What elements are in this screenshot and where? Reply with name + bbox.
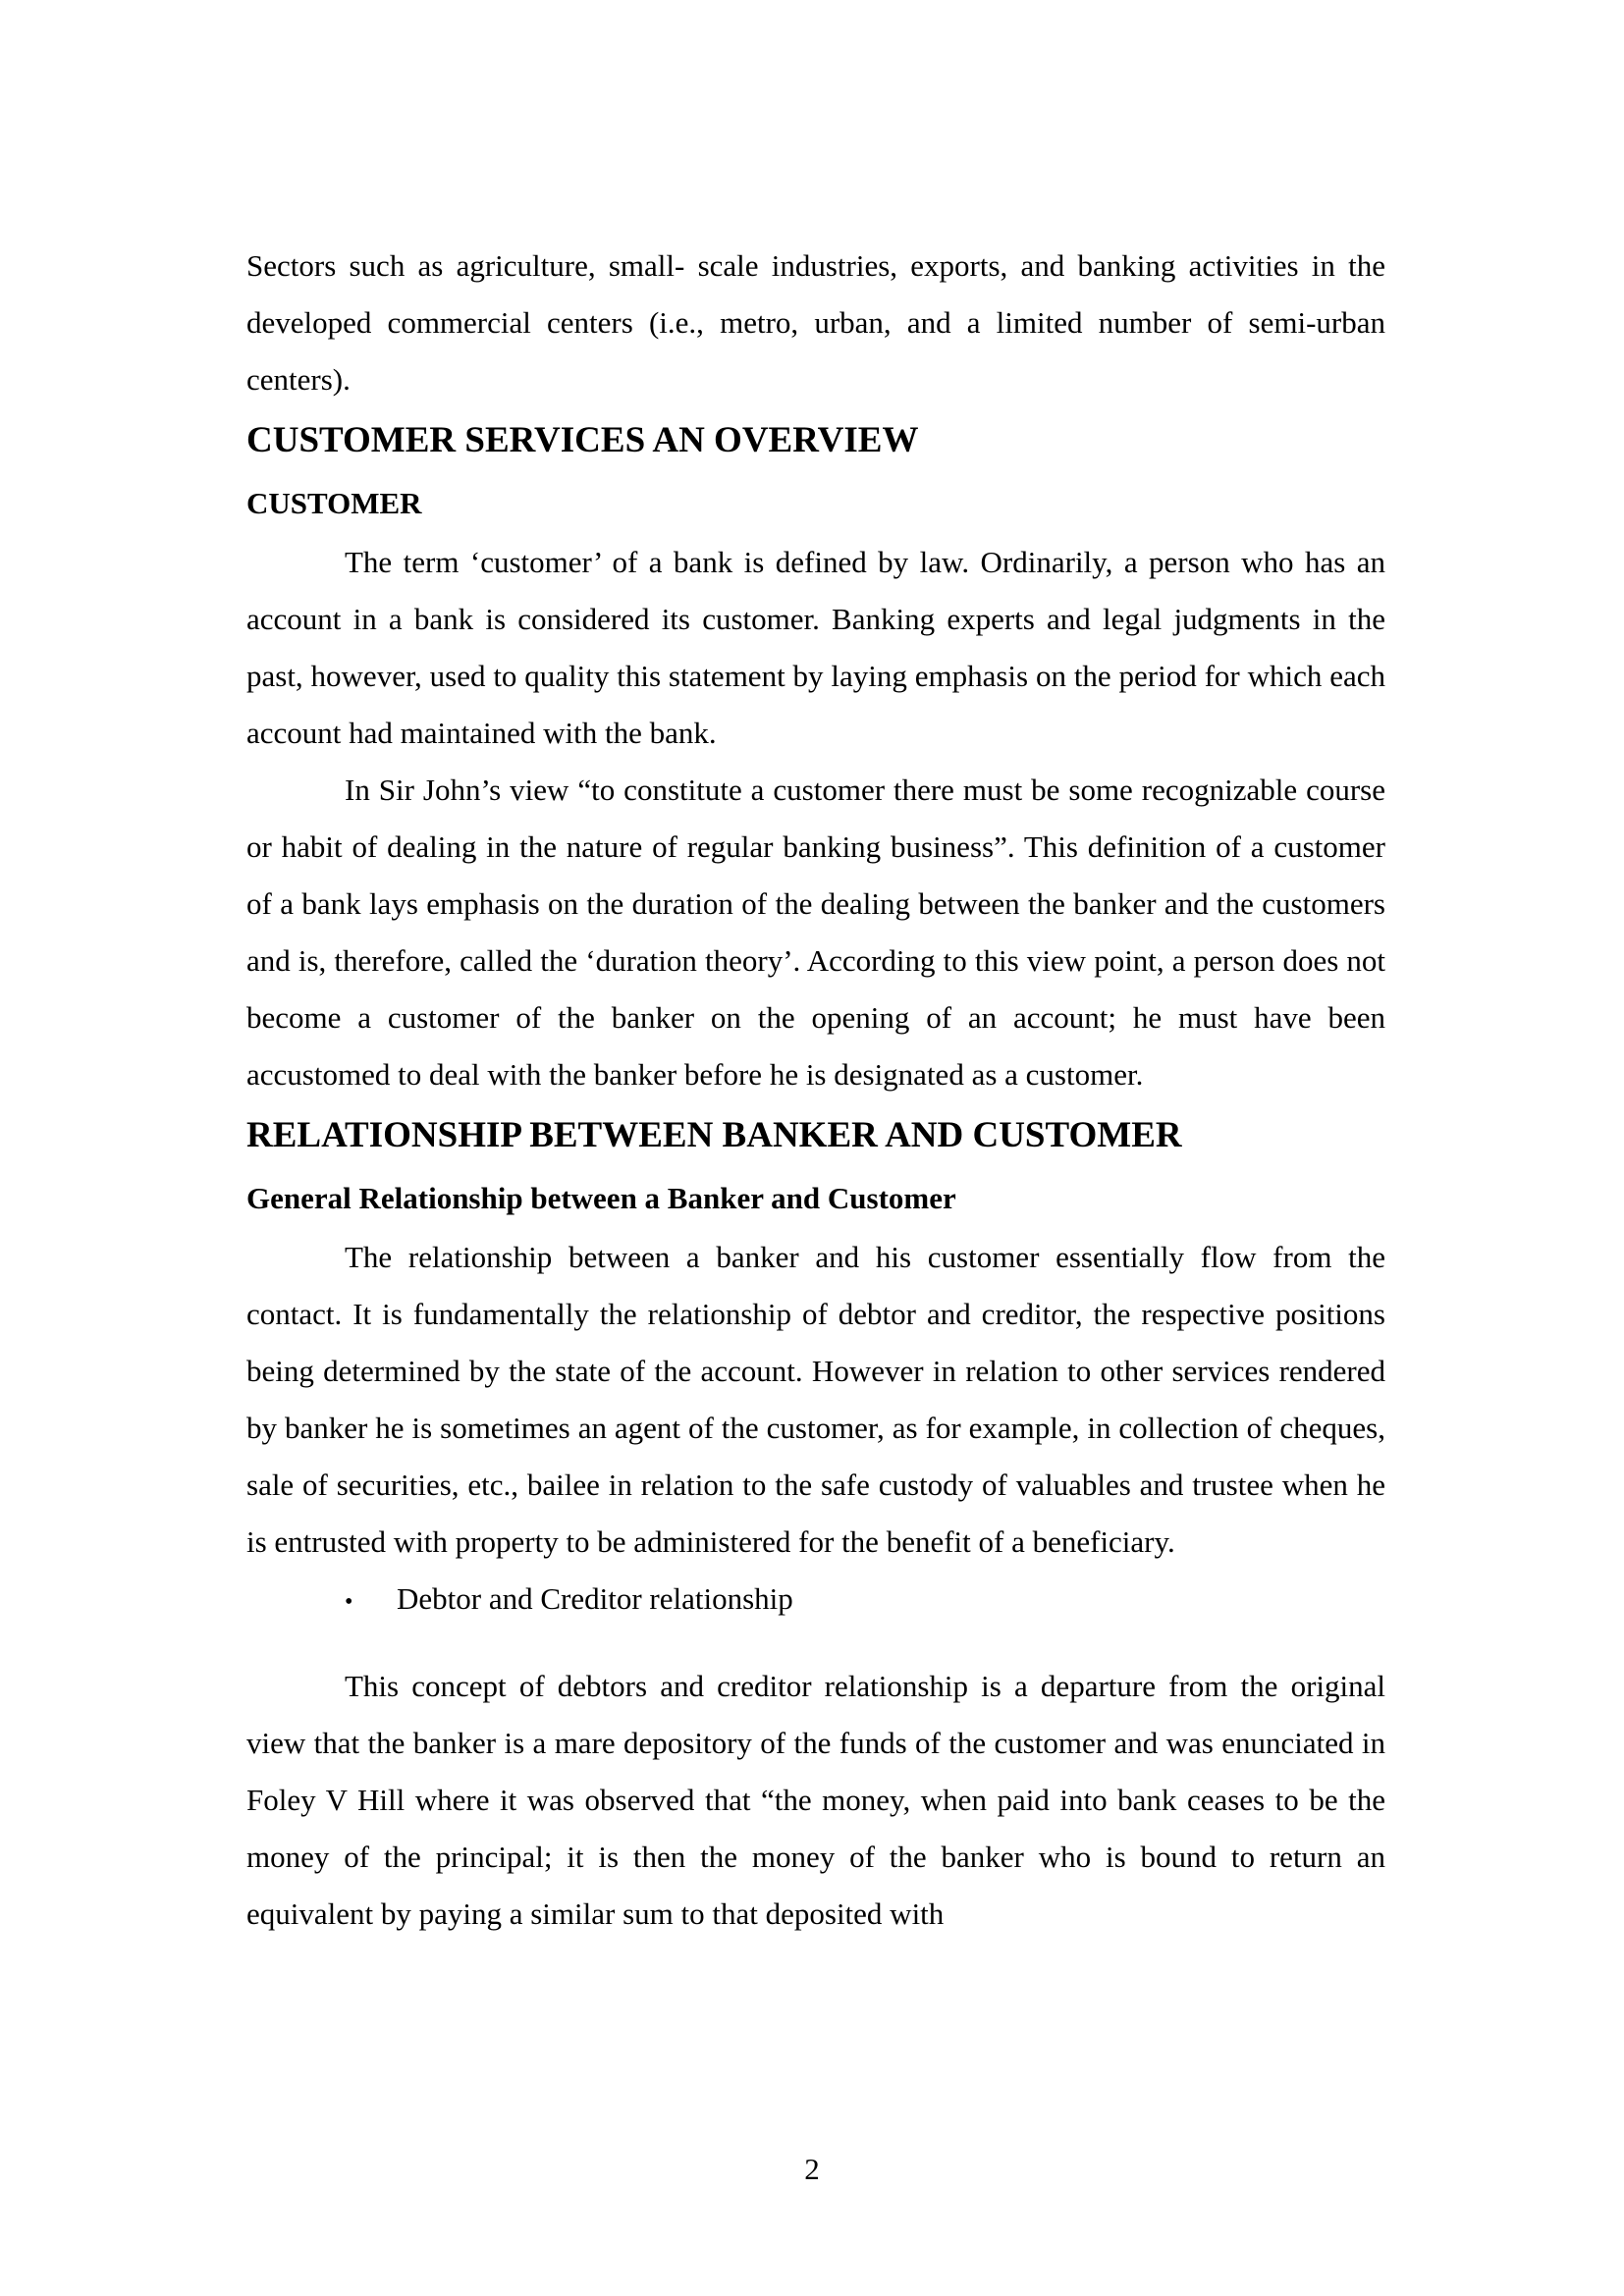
page-number: 2 <box>804 2152 820 2186</box>
heading-relationship-banker-customer: RELATIONSHIP BETWEEN BANKER AND CUSTOMER <box>246 1115 1182 1155</box>
bullet-icon: • <box>345 1589 353 1615</box>
heading-customer-services-overview: CUSTOMER SERVICES AN OVERVIEW <box>246 420 919 460</box>
subheading-customer: CUSTOMER <box>246 486 422 520</box>
subheading-general-relationship: General Relationship between a Banker and Customer <box>246 1181 956 1215</box>
relationship-paragraph: The relationship between a banker and his customer essentially flow from the contact. It is fundamentally the relationship of debtor and creditor, the respective positions being determined by the state of the account. However in relation to other services rendered by banker he is sometimes an agent of the customer, as for example, in collection of cheques, sale of securities, etc., bailee in relation to the safe custody of valuables and trustee when he is entrusted with property to be administered for the benefit of a beneficiary. <box>246 1240 1385 1559</box>
customer-definition-paragraph: The term ‘customer’ of a bank is defined by law. Ordinarily, a person who has an account in a bank is considered its customer. Banking experts and legal judgments in the past, however, used to quality this statement by laying emphasis on the period for which each account had maintained with the bank. <box>246 545 1385 750</box>
debtor-creditor-paragraph: This concept of debtors and creditor relationship is a departure from the original view that the banker is a mare depository of the funds of the customer and was enunciated in Foley V Hill where it was observed that “the money, when paid into bank ceases to be the money of the principal; it is then the money of the banker who is bound to return an equivalent by paying a similar sum to that deposited with <box>246 1669 1385 1931</box>
bullet-list-item <box>246 1571 1385 1630</box>
intro-paragraph: Sectors such as agriculture, small- scale industries, exports, and banking activities in the developed commercial centers (i.e., metro, urban, and a limited number of semi-urban centers). <box>246 248 1385 397</box>
duration-theory-paragraph: In Sir John’s view “to constitute a customer there must be some recognizable course or habit of dealing in the nature of regular banking business”. This definition of a customer of a bank lays emphasis on the duration of the dealing between the banker and the customers and is, therefore, called the ‘duration theory’. According to this view point, a person does not become a customer of the banker on the opening of an account; he must have been accustomed to deal with the banker before he is designated as a customer. <box>246 773 1385 1092</box>
bullet-item-label: Debtor and Creditor relationship <box>397 1581 793 1616</box>
document-page <box>246 238 1385 1943</box>
